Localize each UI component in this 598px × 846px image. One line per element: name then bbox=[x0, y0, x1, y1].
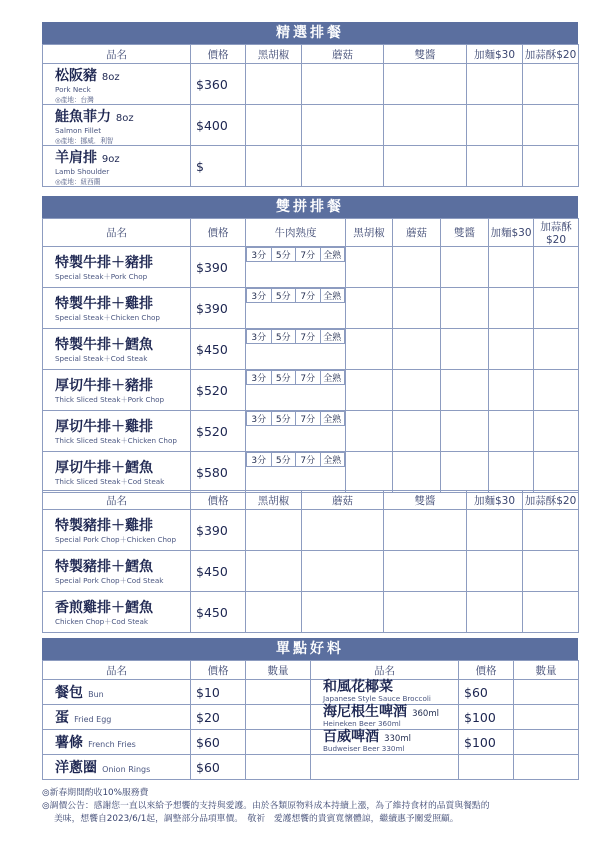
item-price: $520 bbox=[191, 411, 246, 452]
section-double bbox=[42, 196, 578, 493]
doneness-option[interactable]: 全熟 bbox=[320, 248, 345, 262]
doneness-option[interactable]: 7分 bbox=[296, 371, 321, 385]
option-checkbox[interactable] bbox=[523, 592, 579, 633]
doneness-cell bbox=[246, 288, 346, 329]
item-english: Lamb Shoulder bbox=[55, 166, 110, 176]
quantity-field[interactable] bbox=[246, 705, 311, 730]
item-name: 百威啤酒 bbox=[323, 728, 379, 745]
option-checkbox[interactable] bbox=[302, 105, 384, 146]
item-english: Heineken Beer 360ml bbox=[323, 718, 401, 728]
option-checkbox[interactable] bbox=[384, 146, 467, 187]
doneness-option[interactable]: 5分 bbox=[271, 453, 296, 467]
column-header: 品名 bbox=[43, 45, 191, 64]
item-english: Salmon Fillet bbox=[55, 125, 102, 135]
item-english: Bun bbox=[88, 690, 104, 699]
item-name-cell bbox=[43, 411, 191, 452]
doneness-option[interactable]: 5分 bbox=[271, 248, 296, 262]
item-size: 330ml bbox=[384, 733, 411, 744]
item-price: $520 bbox=[191, 370, 246, 411]
column-header: 蘑菇 bbox=[302, 491, 384, 510]
option-checkbox[interactable] bbox=[489, 329, 534, 370]
quantity-field[interactable] bbox=[246, 730, 311, 755]
column-header: 加蒜酥$20 bbox=[523, 491, 579, 510]
option-checkbox[interactable] bbox=[302, 592, 384, 633]
item-price: $20 bbox=[191, 705, 246, 730]
item-name-cell bbox=[43, 370, 191, 411]
option-checkbox[interactable] bbox=[441, 452, 489, 493]
selected-table bbox=[42, 44, 579, 187]
section-selected bbox=[42, 22, 578, 187]
doneness-grid bbox=[246, 329, 345, 344]
section-pork bbox=[42, 490, 578, 633]
option-checkbox[interactable] bbox=[467, 592, 523, 633]
doneness-option[interactable]: 5分 bbox=[271, 412, 296, 426]
item-name-cell bbox=[43, 146, 191, 187]
option-checkbox[interactable] bbox=[246, 592, 302, 633]
item-name-cell bbox=[43, 329, 191, 370]
menu-row bbox=[43, 146, 579, 187]
option-checkbox[interactable] bbox=[346, 452, 393, 493]
doneness-option[interactable]: 3分 bbox=[247, 412, 272, 426]
option-checkbox[interactable] bbox=[393, 370, 441, 411]
option-checkbox[interactable] bbox=[467, 510, 523, 551]
empty-cell bbox=[311, 755, 459, 780]
option-checkbox[interactable] bbox=[441, 411, 489, 452]
item-name: 特製牛排＋鱈魚 bbox=[55, 337, 153, 353]
menu-row bbox=[43, 730, 579, 755]
doneness-option[interactable]: 3分 bbox=[247, 248, 272, 262]
item-name-cell bbox=[43, 551, 191, 592]
menu-row bbox=[43, 592, 579, 633]
doneness-option[interactable]: 7分 bbox=[296, 248, 321, 262]
item-price: $450 bbox=[191, 592, 246, 633]
note-service-fee: ◎新春期間酌收10%服務費 bbox=[42, 788, 149, 798]
item-price: $390 bbox=[191, 288, 246, 329]
doneness-cell bbox=[246, 370, 346, 411]
item-origin: ◎產地：挪威．利智 bbox=[55, 136, 114, 145]
option-checkbox[interactable] bbox=[302, 510, 384, 551]
menu-row bbox=[43, 329, 579, 370]
column-header: 黑胡椒 bbox=[346, 219, 393, 247]
item-name: 餐包 bbox=[55, 685, 83, 701]
option-checkbox[interactable] bbox=[393, 247, 441, 288]
item-name-cell bbox=[43, 755, 191, 780]
empty-cell bbox=[459, 755, 514, 780]
item-name-cell bbox=[43, 247, 191, 288]
doneness-option[interactable]: 全熟 bbox=[320, 289, 345, 303]
item-price: $390 bbox=[191, 247, 246, 288]
column-header: 數量 bbox=[514, 661, 579, 680]
item-english: Japanese Style Sauce Broccoli bbox=[323, 693, 431, 703]
option-checkbox[interactable] bbox=[346, 370, 393, 411]
quantity-field[interactable] bbox=[514, 730, 579, 755]
column-header: 價格 bbox=[459, 661, 514, 680]
menu-row bbox=[43, 411, 579, 452]
column-header: 價格 bbox=[191, 661, 246, 680]
doneness-option[interactable]: 全熟 bbox=[320, 371, 345, 385]
item-weight: 8oz bbox=[101, 71, 120, 83]
item-english: Pork Neck bbox=[55, 84, 91, 94]
item-name: 厚切牛排＋雞排 bbox=[55, 419, 153, 435]
column-header: 牛肉熟度 bbox=[246, 219, 346, 247]
doneness-option[interactable]: 7分 bbox=[296, 289, 321, 303]
item-name: 特製牛排＋雞排 bbox=[55, 296, 153, 312]
option-checkbox[interactable] bbox=[467, 105, 523, 146]
item-origin: ◎產地：紐西蘭 bbox=[55, 177, 101, 186]
option-checkbox[interactable] bbox=[534, 452, 579, 493]
option-checkbox[interactable] bbox=[302, 64, 384, 105]
option-checkbox[interactable] bbox=[467, 64, 523, 105]
column-header: 蘑菇 bbox=[393, 219, 441, 247]
item-price: $450 bbox=[191, 551, 246, 592]
alacarte-table bbox=[42, 660, 579, 780]
item-name-cell bbox=[43, 510, 191, 551]
item-english: Special Steak＋Cod Steak bbox=[55, 354, 148, 363]
menu-row bbox=[43, 510, 579, 551]
item-origin: ◎產地：台灣 bbox=[55, 95, 94, 104]
item-name: 厚切牛排＋豬排 bbox=[55, 378, 153, 394]
option-checkbox[interactable] bbox=[523, 146, 579, 187]
option-checkbox[interactable] bbox=[384, 510, 467, 551]
item-name-cell bbox=[43, 705, 191, 730]
doneness-cell bbox=[246, 329, 346, 370]
column-header: 加麵$30 bbox=[467, 491, 523, 510]
item-name: 和風花椰菜 bbox=[323, 678, 393, 695]
item-name-cell bbox=[43, 64, 191, 105]
column-header: 品名 bbox=[311, 661, 459, 680]
item-price: $100 bbox=[459, 705, 514, 730]
doneness-option[interactable]: 5分 bbox=[271, 371, 296, 385]
item-price: $100 bbox=[459, 730, 514, 755]
item-name: 香煎雞排＋鱈魚 bbox=[55, 600, 153, 616]
option-checkbox[interactable] bbox=[346, 288, 393, 329]
option-checkbox[interactable] bbox=[384, 551, 467, 592]
menu-row bbox=[43, 452, 579, 493]
column-header: 雙醬 bbox=[441, 219, 489, 247]
double-table bbox=[42, 218, 579, 493]
item-price: $60 bbox=[459, 680, 514, 705]
option-checkbox[interactable] bbox=[523, 551, 579, 592]
option-checkbox[interactable] bbox=[393, 452, 441, 493]
option-checkbox[interactable] bbox=[384, 64, 467, 105]
option-checkbox[interactable] bbox=[393, 288, 441, 329]
option-checkbox[interactable] bbox=[346, 329, 393, 370]
option-checkbox[interactable] bbox=[393, 411, 441, 452]
doneness-option[interactable]: 全熟 bbox=[320, 330, 345, 344]
option-checkbox[interactable] bbox=[246, 105, 302, 146]
doneness-option[interactable]: 3分 bbox=[247, 453, 272, 467]
doneness-grid bbox=[246, 370, 345, 385]
item-price: $390 bbox=[191, 510, 246, 551]
doneness-option[interactable]: 3分 bbox=[247, 289, 272, 303]
doneness-grid bbox=[246, 411, 345, 426]
menu-row bbox=[43, 551, 579, 592]
doneness-grid bbox=[246, 452, 345, 467]
doneness-grid bbox=[246, 247, 345, 262]
item-name: 特製豬排＋雞排 bbox=[55, 518, 153, 534]
column-header: 價格 bbox=[191, 219, 246, 247]
option-checkbox[interactable] bbox=[489, 288, 534, 329]
column-header: 黑胡椒 bbox=[246, 491, 302, 510]
option-checkbox[interactable] bbox=[246, 146, 302, 187]
column-header: 數量 bbox=[246, 661, 311, 680]
item-price: $10 bbox=[191, 680, 246, 705]
menu-row bbox=[43, 705, 579, 730]
doneness-option[interactable]: 5分 bbox=[271, 330, 296, 344]
option-checkbox[interactable] bbox=[467, 551, 523, 592]
item-name: 蛋 bbox=[55, 710, 69, 726]
doneness-cell bbox=[246, 452, 346, 493]
item-price: $ bbox=[191, 146, 246, 187]
item-name: 特製牛排＋豬排 bbox=[55, 255, 153, 271]
option-checkbox[interactable] bbox=[523, 510, 579, 551]
doneness-option[interactable]: 5分 bbox=[271, 289, 296, 303]
column-header: 品名 bbox=[43, 491, 191, 510]
item-name: 特製豬排＋鱈魚 bbox=[55, 559, 153, 575]
column-header: 加蒜酥$20 bbox=[534, 219, 579, 247]
column-header: 品名 bbox=[43, 219, 191, 247]
item-name: 海尼根生啤酒 bbox=[323, 703, 407, 720]
item-english: Thick Sliced Steak＋Chicken Chop bbox=[55, 436, 177, 445]
item-english: Fried Egg bbox=[74, 715, 112, 724]
option-checkbox[interactable] bbox=[534, 329, 579, 370]
option-checkbox[interactable] bbox=[534, 411, 579, 452]
item-name-cell bbox=[43, 592, 191, 633]
menu-row bbox=[43, 680, 579, 705]
item-weight: 8oz bbox=[115, 112, 134, 124]
item-size: 360ml bbox=[412, 708, 439, 719]
doneness-option[interactable]: 7分 bbox=[296, 330, 321, 344]
quantity-field[interactable] bbox=[514, 680, 579, 705]
column-header: 雙醬 bbox=[384, 45, 467, 64]
menu-row bbox=[43, 105, 579, 146]
option-checkbox[interactable] bbox=[384, 592, 467, 633]
column-header: 價格 bbox=[191, 491, 246, 510]
column-header: 加麵$30 bbox=[489, 219, 534, 247]
item-name-cell bbox=[43, 288, 191, 329]
column-header: 雙醬 bbox=[384, 491, 467, 510]
item-name: 厚切牛排＋鱈魚 bbox=[55, 460, 153, 476]
quantity-field[interactable] bbox=[514, 705, 579, 730]
option-checkbox[interactable] bbox=[393, 329, 441, 370]
quantity-field[interactable] bbox=[246, 680, 311, 705]
option-checkbox[interactable] bbox=[523, 105, 579, 146]
item-name: 松阪豬 bbox=[55, 67, 97, 84]
column-header: 蘑菇 bbox=[302, 45, 384, 64]
option-checkbox[interactable] bbox=[302, 146, 384, 187]
item-price: $450 bbox=[191, 329, 246, 370]
item-name-cell bbox=[311, 730, 459, 755]
note-price-change: ◎調價公告：感謝您一直以來給予想饗的支持與愛護。由於各類原物料成本持續上漲，為了維持食材的品質與餐點的 bbox=[42, 801, 490, 811]
item-english: French Fries bbox=[88, 740, 136, 749]
item-name-cell bbox=[43, 680, 191, 705]
doneness-option[interactable]: 全熟 bbox=[320, 453, 345, 467]
option-checkbox[interactable] bbox=[534, 370, 579, 411]
item-name-cell bbox=[43, 452, 191, 493]
doneness-option[interactable]: 7分 bbox=[296, 412, 321, 426]
section-title: 雙拼排餐 bbox=[42, 196, 578, 218]
option-checkbox[interactable] bbox=[246, 551, 302, 592]
column-header: 加蒜酥$20 bbox=[523, 45, 579, 64]
item-name: 薯條 bbox=[55, 735, 83, 751]
column-header: 加麵$30 bbox=[467, 45, 523, 64]
column-header: 價格 bbox=[191, 45, 246, 64]
item-name-cell bbox=[43, 730, 191, 755]
item-name-cell bbox=[311, 680, 459, 705]
item-weight: 9oz bbox=[101, 153, 120, 165]
option-checkbox[interactable] bbox=[441, 329, 489, 370]
menu-row bbox=[43, 288, 579, 329]
option-checkbox[interactable] bbox=[534, 288, 579, 329]
empty-cell bbox=[514, 755, 579, 780]
item-price: $60 bbox=[191, 730, 246, 755]
item-english: Chicken Chop＋Cod Steak bbox=[55, 617, 149, 626]
section-title: 單點好料 bbox=[42, 638, 578, 660]
item-english: Special Pork Chop＋Cod Steak bbox=[55, 576, 164, 585]
option-checkbox[interactable] bbox=[246, 510, 302, 551]
option-checkbox[interactable] bbox=[384, 105, 467, 146]
item-english: Thick Sliced Steak＋Cod Steak bbox=[55, 477, 165, 486]
menu-row bbox=[43, 755, 579, 780]
doneness-grid bbox=[246, 288, 345, 303]
item-price: $60 bbox=[191, 755, 246, 780]
doneness-cell bbox=[246, 247, 346, 288]
option-checkbox[interactable] bbox=[534, 247, 579, 288]
option-checkbox[interactable] bbox=[489, 370, 534, 411]
option-checkbox[interactable] bbox=[489, 247, 534, 288]
option-checkbox[interactable] bbox=[441, 247, 489, 288]
option-checkbox[interactable] bbox=[467, 146, 523, 187]
section-title: 精選排餐 bbox=[42, 22, 578, 44]
option-checkbox[interactable] bbox=[489, 452, 534, 493]
quantity-field[interactable] bbox=[246, 755, 311, 780]
menu-row bbox=[43, 64, 579, 105]
item-name: 洋蔥圈 bbox=[55, 760, 97, 776]
item-price: $580 bbox=[191, 452, 246, 493]
column-header: 黑胡椒 bbox=[246, 45, 302, 64]
item-price: $400 bbox=[191, 105, 246, 146]
item-english: Onion Rings bbox=[102, 765, 151, 774]
item-price: $360 bbox=[191, 64, 246, 105]
option-checkbox[interactable] bbox=[489, 411, 534, 452]
item-english: Special Steak＋Pork Chop bbox=[55, 272, 148, 281]
doneness-option[interactable]: 全熟 bbox=[320, 412, 345, 426]
menu-row bbox=[43, 247, 579, 288]
option-checkbox[interactable] bbox=[346, 247, 393, 288]
option-checkbox[interactable] bbox=[246, 64, 302, 105]
item-english: Special Pork Chop＋Chicken Chop bbox=[55, 535, 177, 544]
doneness-option[interactable]: 3分 bbox=[247, 371, 272, 385]
item-name-cell bbox=[311, 705, 459, 730]
item-name: 鮭魚菲力 bbox=[55, 108, 111, 125]
notes bbox=[42, 787, 582, 826]
doneness-option[interactable]: 3分 bbox=[247, 330, 272, 344]
column-header: 品名 bbox=[43, 661, 191, 680]
option-checkbox[interactable] bbox=[523, 64, 579, 105]
option-checkbox[interactable] bbox=[346, 411, 393, 452]
menu-row bbox=[43, 370, 579, 411]
item-english: Thick Sliced Steak＋Pork Chop bbox=[55, 395, 165, 404]
pork-table bbox=[42, 490, 579, 633]
note-price-change-cont: 美味，想饗自2023/6/1起，調整部分品項單價。 敬祈 愛護想饗的貴賓寬懷體諒，繼續惠予關愛照顧。 bbox=[54, 814, 459, 824]
option-checkbox[interactable] bbox=[302, 551, 384, 592]
item-english: Special Steak＋Chicken Chop bbox=[55, 313, 160, 322]
option-checkbox[interactable] bbox=[441, 288, 489, 329]
doneness-cell bbox=[246, 411, 346, 452]
item-name-cell bbox=[43, 105, 191, 146]
option-checkbox[interactable] bbox=[441, 370, 489, 411]
item-english: Budweiser Beer 330ml bbox=[323, 743, 405, 753]
section-alacarte bbox=[42, 638, 578, 780]
doneness-option[interactable]: 7分 bbox=[296, 453, 321, 467]
item-name: 羊肩排 bbox=[55, 149, 97, 166]
